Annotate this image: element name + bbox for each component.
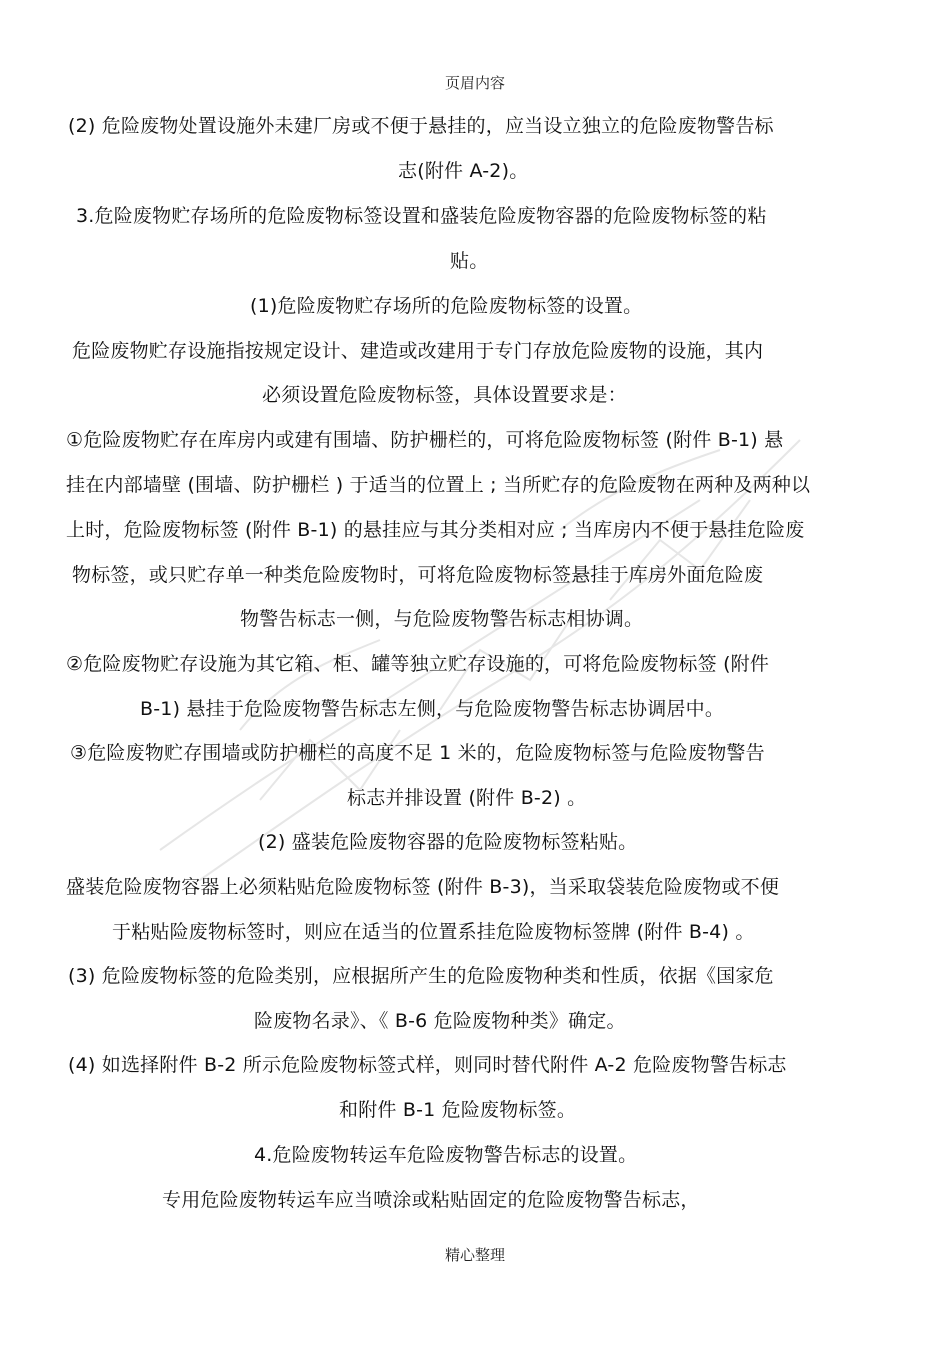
text-line: 上时，危险废物标签 (附件 B-1) 的悬挂应与其分类相对应 ; 当库房内不便于悬挂危险废 [66, 519, 805, 541]
text-line: B-1) 悬挂于危险废物警告标志左侧，与危险废物警告标志协调居中。 [140, 698, 725, 720]
text-line: (2) 危险废物处置设施外未建厂房或不便于悬挂的，应当设立独立的危险废物警告标 [68, 115, 774, 137]
text-line: 盛装危险废物容器上必须粘贴危险废物标签 (附件 B-3)，当采取袋装危险废物或不便 [66, 876, 780, 898]
text-line: 贴。 [450, 250, 489, 272]
text-line: 挂在内部墙壁 (围墙、防护栅栏 ) 于适当的位置上 ; 当所贮存的危险废物在两种及两种以 [66, 474, 811, 496]
text-line: (2) 盛装危险废物容器的危险废物标签粘贴。 [258, 831, 638, 853]
text-line: 必须设置危险废物标签，具体设置要求是： [262, 384, 627, 406]
page-header: 页眉内容 [444, 74, 505, 92]
text-line: 志(附件 A-2)。 [398, 160, 529, 182]
text-line: 3.危险废物贮存场所的危险废物标签设置和盛装危险废物容器的危险废物标签的粘 [76, 205, 767, 227]
text-line: ③危险废物贮存围墙或防护栅栏的高度不足 1 米的，危险废物标签与危险废物警告 [70, 742, 765, 764]
text-line: 标志并排设置 (附件 B-2) 。 [347, 787, 587, 809]
text-line: 物标签，或只贮存单一种类危险废物时，可将危险废物标签悬挂于库房外面危险废 [72, 564, 764, 586]
text-line: 于粘贴险废物标签时，则应在适当的位置系挂危险废物标签牌 (附件 B-4) 。 [112, 921, 755, 943]
text-line: 物警告标志一侧，与危险废物警告标志相协调。 [240, 608, 644, 630]
text-line: (1)危险废物贮存场所的危险废物标签的设置。 [250, 295, 643, 317]
text-line: 险废物名录》、《 B-6 危险废物种类》确定。 [254, 1010, 626, 1032]
text-line: (4) 如选择附件 B-2 所示危险废物标签式样，则同时替代附件 A-2 危险废物警告标志 [68, 1054, 787, 1076]
text-line: 专用危险废物转运车应当喷涂或粘贴固定的危险废物警告标志， [162, 1189, 700, 1211]
page-footer: 精心整理 [444, 1246, 505, 1264]
text-line: 危险废物贮存设施指按规定设计、建造或改建用于专门存放危险废物的设施，其内 [72, 340, 764, 362]
text-line: (3) 危险废物标签的危险类别，应根据所产生的危险废物种类和性质，依据《国家危 [68, 965, 774, 987]
text-line: 和附件 B-1 危险废物标签。 [339, 1099, 577, 1121]
faint-watermark [140, 380, 860, 900]
text-line: 4.危险废物转运车危险废物警告标志的设置。 [254, 1144, 638, 1166]
text-line: ②危险废物贮存设施为其它箱、柜、罐等独立贮存设施的，可将危险废物标签 (附件 [66, 653, 770, 675]
text-line: ①危险废物贮存在库房内或建有围墙、防护栅栏的，可将危险废物标签 (附件 B-1) 悬 [66, 429, 784, 451]
